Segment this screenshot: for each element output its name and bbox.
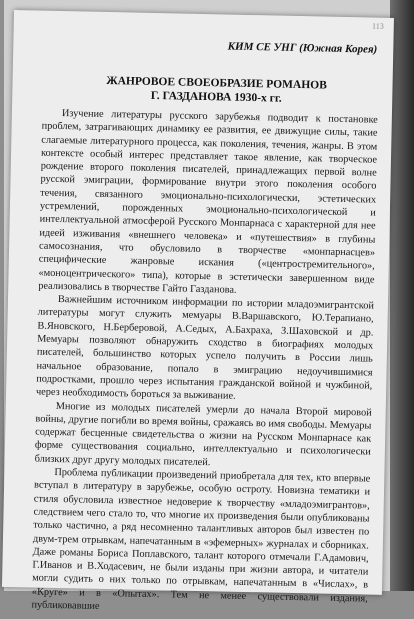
paragraph: Важнейшим источником информации по истории младоэмигрантской литературы могут служить мемуары В.Варшавского, Ю.Терапиано, В.Яновского, Н.Берберовой, А.Седых, А.Бахраха, З.Шаховской и др. Мемуары позволяют обнаружить сходство в биографиях молодых писателей, большинство которых успело получить в России лишь начальное образование, попало в эмиграцию недоучившимися подростками, прошло через испытания гражданской войной и чужбиной, через необходимость бороться за выживание. [35, 294, 375, 402]
paragraph: Изучение литературы русского зарубежья подводит к постановке проблем, затрагивающих динамику ее развития, ее движущие силы, такие слагаемые литературного процесса, как поколения, течения, жанры. В этом контексте особый интерес представляет такое явление, как творческое рождение второго поколения писателей, принадлежащих первой волне русской эмиграции, формирование внутри этого поколения особого течения, связанного эмоционально-психологически, эстетических устремлений, порожденных эмоционально-психологической и интеллектуальной атмосферой Русского Монпарнаса с характерной для нее идеей изживания «внешнего человека» и «путешествия» в глубины самосознания, что обусловило в творчестве «монпарнасцев» специфические жанровые искания («центростремительного», «моноцентрического» типа), которые в эстетически завершенном виде реализовались в творчестве Гайто Газданова. [38, 108, 378, 296]
paragraph: Проблема публикации произведений приобретала для тех, кто впервые вступал в литературу в зарубежье, особую остроту. Новизна тематики и стиля обусловила известное недоверие к творчеству «младоэмигрантов», следствием чего стало то, что многие их произведения были опубликованы только частично, а ряд несомненно талантливых авторов был известен по двум-трем отрывкам, напечатанным в «эфемерных» журналах и сборниках. Даже романы Бориса Поплавского, талант которого отмечали Г.Адамович, Г.Иванов и В.Ходасевич, не были изданы при жизни автора, и читатели могли судить о них только по отрывкам, напечатанным в «Числах», в «Круге» и в «Опытах». Тем не менее существовали издания, публиковавшие [31, 466, 371, 612]
paragraph: Многие из молодых писателей умерли до начала Второй мировой войны, другие погибли во время войны, сражаясь во имя свободы. Мемуары содержат бесценные свидетельства о жизни на Русском Монпарнасе как форме существования социально, интеллектуально и психологически близких друг другу молодых писателей. [34, 400, 372, 468]
article-title [76, 73, 357, 107]
article-body [31, 107, 378, 619]
page-number: 113 [371, 21, 384, 31]
title-line-1: ЖАНРОВОЕ СВОЕОБРАЗИЕ РОМАНОВ [106, 74, 327, 92]
book-edge-shadow [390, 0, 414, 591]
title-line-2: Г. ГАЗДАНОВА 1930-х гг. [150, 89, 282, 105]
article-author: КИМ СЕ УНГ (Южная Корея) [227, 40, 378, 56]
book-page [2, 10, 394, 612]
